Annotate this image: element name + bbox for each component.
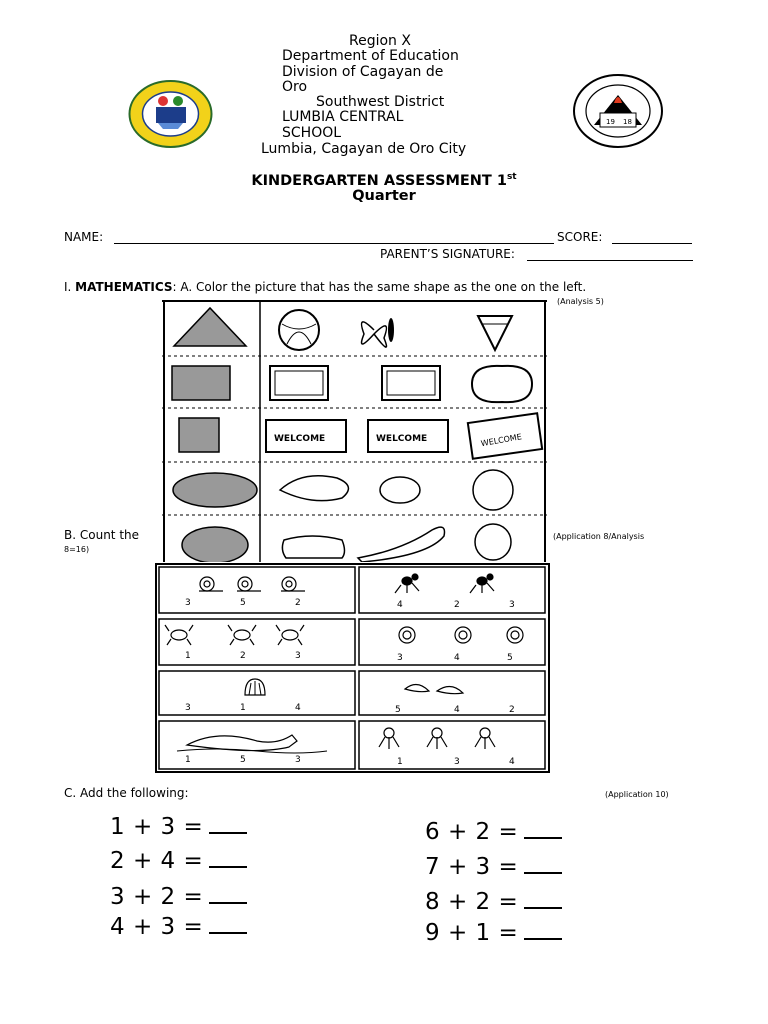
section-b-instruction: B. Count the xyxy=(64,528,140,542)
page-subtitle: Quarter xyxy=(352,188,416,204)
count-r4-left-1: 1 xyxy=(185,755,191,765)
addition-problem-6: 7 + 3 = xyxy=(425,854,562,880)
count-r1-left-2: 5 xyxy=(240,598,246,608)
count-r3-right-2: 4 xyxy=(454,705,460,715)
count-r1-right-2: 2 xyxy=(454,600,460,610)
count-r1-left-3: 2 xyxy=(295,598,301,608)
section-a-instruction: I. MATHEMATICS: A. Color the picture that has the same shape as the one on the left. xyxy=(64,280,587,294)
answer-blank-6[interactable] xyxy=(524,871,562,874)
answer-blank-4[interactable] xyxy=(209,931,247,934)
answer-blank-7[interactable] xyxy=(524,906,562,909)
count-r2-right-1: 3 xyxy=(397,653,403,663)
seal-year-19: 19 xyxy=(606,118,615,126)
header-line-region: Region X xyxy=(349,33,411,49)
header-line-division: Division of Cagayan de xyxy=(282,64,444,80)
answer-blank-2[interactable] xyxy=(209,865,247,868)
count-r3-left-1: 3 xyxy=(185,703,191,713)
counting-table xyxy=(155,563,550,773)
deped-seal-logo xyxy=(128,79,213,149)
count-r1-right-3: 3 xyxy=(509,600,515,610)
count-r4-right-2: 3 xyxy=(454,757,460,767)
section-c-instruction: C. Add the following: xyxy=(64,786,189,800)
count-r2-left-1: 1 xyxy=(185,651,191,661)
shape-matching-grid xyxy=(162,300,547,562)
section-b-tag: (Application 8/Analysis xyxy=(553,532,645,541)
answer-blank-1[interactable] xyxy=(209,831,247,834)
school-seal-logo xyxy=(572,73,664,149)
addition-problem-4: 4 + 3 = xyxy=(110,914,247,940)
addition-problem-8: 9 + 1 = xyxy=(425,920,562,946)
count-r1-left-1: 3 xyxy=(185,598,191,608)
name-label: NAME: xyxy=(64,230,104,244)
answer-blank-5[interactable] xyxy=(524,836,562,839)
header-line-deped: Department of Education xyxy=(282,48,459,64)
addition-problem-1: 1 + 3 = xyxy=(110,814,247,840)
count-r4-left-2: 5 xyxy=(240,755,246,765)
welcome-sign-1: WELCOME xyxy=(274,434,326,444)
count-r2-left-3: 3 xyxy=(295,651,301,661)
header-line-school-a: LUMBIA CENTRAL xyxy=(282,109,404,125)
name-field[interactable] xyxy=(114,243,554,244)
count-r3-left-2: 1 xyxy=(240,703,246,713)
count-r4-right-1: 1 xyxy=(397,757,403,767)
count-r1-right-1: 4 xyxy=(397,600,403,610)
header-line-district: Southwest District xyxy=(316,94,445,110)
score-field[interactable] xyxy=(612,243,692,244)
header-line-school-b: SCHOOL xyxy=(282,125,342,141)
count-r2-right-2: 4 xyxy=(454,653,460,663)
section-b-tag-2: 8=16) xyxy=(64,545,90,554)
answer-blank-3[interactable] xyxy=(209,901,247,904)
score-label: SCORE: xyxy=(557,230,603,244)
header-line-address: Lumbia, Cagayan de Oro City xyxy=(261,141,467,157)
count-r3-right-1: 5 xyxy=(395,705,401,715)
welcome-sign-2: WELCOME xyxy=(376,434,428,444)
count-r4-right-3: 4 xyxy=(509,757,515,767)
answer-blank-8[interactable] xyxy=(524,937,562,940)
header-line-oro: Oro xyxy=(282,79,308,95)
count-r2-left-2: 2 xyxy=(240,651,246,661)
seal-year-18: 18 xyxy=(623,118,632,126)
count-r3-left-3: 4 xyxy=(295,703,301,713)
addition-problem-7: 8 + 2 = xyxy=(425,889,562,915)
addition-problem-5: 6 + 2 = xyxy=(425,819,562,845)
parent-signature-label: PARENT’S SIGNATURE: xyxy=(380,247,515,261)
addition-problem-3: 3 + 2 = xyxy=(110,884,247,910)
page-title: KINDERGARTEN ASSESSMENT 1st xyxy=(251,172,517,189)
count-r2-right-3: 5 xyxy=(507,653,513,663)
addition-problem-2: 2 + 4 = xyxy=(110,848,247,874)
section-c-tag: (Application 10) xyxy=(605,790,669,799)
welcome-sign-3: WELCOME xyxy=(480,432,523,449)
parent-signature-field[interactable] xyxy=(527,260,693,261)
count-r4-left-3: 3 xyxy=(295,755,301,765)
section-a-tag: (Analysis 5) xyxy=(557,297,604,306)
count-r3-right-3: 2 xyxy=(509,705,515,715)
